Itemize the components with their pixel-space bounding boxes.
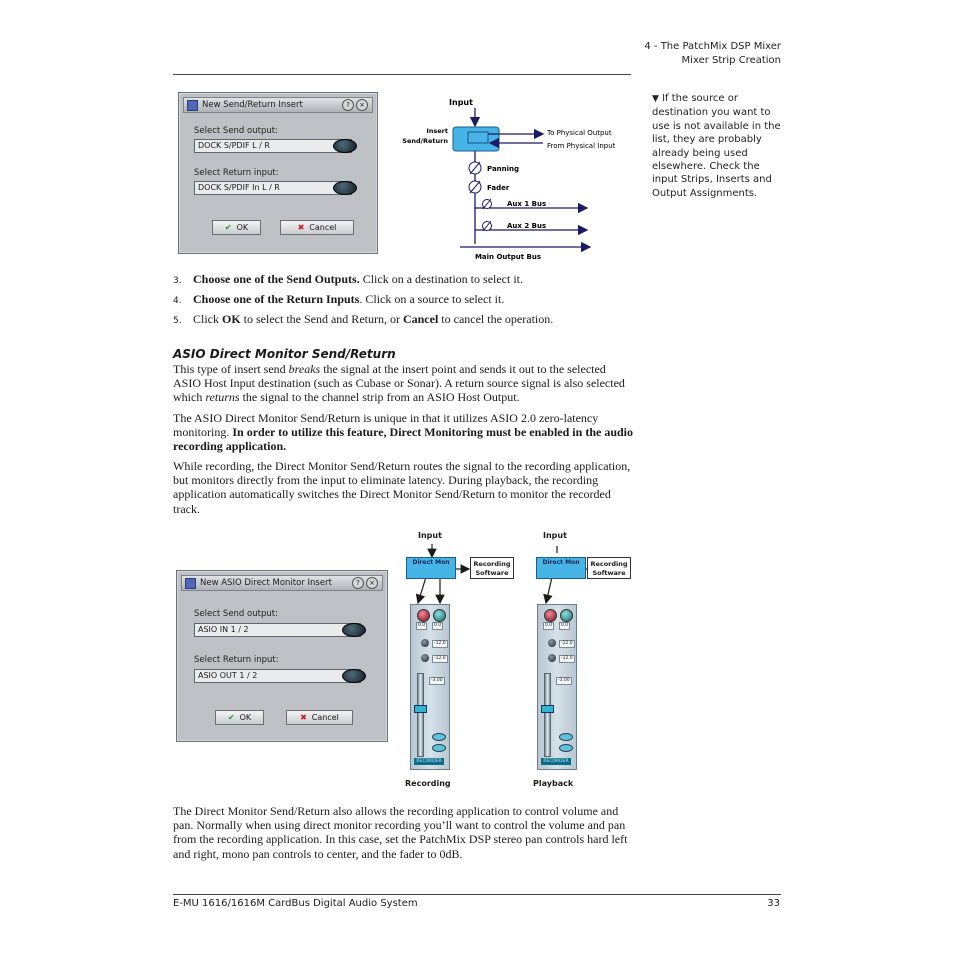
pan-value: 0.0 xyxy=(434,623,442,628)
step-number: 4. xyxy=(173,296,182,306)
cancel-button[interactable] xyxy=(280,220,354,235)
rs-line1: Recording xyxy=(473,560,511,568)
pan-knob-icon[interactable] xyxy=(560,609,573,622)
step-4 xyxy=(173,292,504,309)
triangle-marker-icon: ▼ xyxy=(652,94,659,104)
ok-button[interactable] xyxy=(215,710,264,725)
aux2-value: -12.0 xyxy=(561,656,573,661)
dialog-title: New Send/Return Insert xyxy=(202,100,303,110)
close-icon[interactable]: × xyxy=(366,577,378,589)
pan-knob-icon[interactable] xyxy=(433,609,446,622)
paragraph-1 xyxy=(173,362,633,405)
section-title: Mixer Strip Creation xyxy=(681,55,781,66)
italic-returns: returns xyxy=(205,390,240,405)
send-output-value: DOCK S/PDIF L / R xyxy=(198,141,270,150)
to-physical-output-label: To Physical Output xyxy=(547,129,612,137)
strip-name: RECORDER xyxy=(414,758,444,765)
playback-input-label: Input xyxy=(543,531,567,540)
send-return-label: Send/Return xyxy=(402,137,448,145)
recording-input-label: Input xyxy=(418,531,442,540)
playback-caption: Playback xyxy=(533,779,574,788)
text-run: the signal at the insert point and sends it out to the selected ASIO Host Input destination (such as Cubase or Sonar). A return source signal is also selected which xyxy=(173,362,625,405)
playback-mixer-strip xyxy=(537,604,577,770)
send-output-label: Select Send output: xyxy=(194,126,278,136)
send-output-label: Select Send output: xyxy=(194,609,278,619)
gain-knob-icon[interactable] xyxy=(544,609,557,622)
send-output-value: ASIO IN 1 / 2 xyxy=(198,625,249,634)
step-number: 5. xyxy=(173,316,182,326)
aux2-bus-label: Aux 2 Bus xyxy=(507,222,547,230)
step-bold: Choose one of the Send Outputs. xyxy=(193,272,360,286)
return-input-value: ASIO OUT 1 / 2 xyxy=(198,671,258,680)
fader-handle[interactable] xyxy=(414,705,427,713)
send-output-select[interactable] xyxy=(194,623,361,637)
text-run: the signal to the channel strip from an ASIO Host Output. xyxy=(239,390,520,405)
recording-caption: Recording xyxy=(405,779,451,788)
dropdown-knob-icon[interactable] xyxy=(333,139,357,153)
recording-direct-mon-block xyxy=(406,557,456,579)
rs-line1: Recording xyxy=(590,560,628,568)
aux2-knob-icon[interactable] xyxy=(548,654,556,662)
gain-knob-icon[interactable] xyxy=(417,609,430,622)
step-text: Click on a destination to select it. xyxy=(359,272,524,286)
dialog-titlebar xyxy=(183,97,373,113)
send-output-select[interactable] xyxy=(194,139,352,153)
close-icon[interactable]: × xyxy=(356,99,368,111)
mute-button[interactable] xyxy=(432,733,446,741)
checkmark-icon: ✔ xyxy=(227,713,235,722)
x-icon: ✖ xyxy=(297,223,305,232)
italic-breaks: breaks xyxy=(288,362,321,376)
fader-value: -3.00 xyxy=(431,678,443,683)
text-run: This type of insert send xyxy=(173,362,289,376)
gain-value: 0.0 xyxy=(418,623,426,628)
footer-rule xyxy=(173,894,781,895)
paragraph-2 xyxy=(173,411,633,454)
aux2-knob-icon[interactable] xyxy=(421,654,429,662)
x-icon: ✖ xyxy=(300,713,307,722)
fader-handle[interactable] xyxy=(541,705,554,713)
return-input-select[interactable] xyxy=(194,669,361,683)
strip-name: RECORDER xyxy=(541,758,571,765)
aux1-bus-label: Aux 1 Bus xyxy=(507,200,547,208)
cancel-button[interactable] xyxy=(286,710,353,725)
dropdown-knob-icon[interactable] xyxy=(342,669,366,683)
dropdown-knob-icon[interactable] xyxy=(333,181,357,195)
paragraph-3: While recording, the Direct Monitor Send/Return routes the signal to the recording application, but monitors directly from the input to eliminate latency. During playback, the recording application automatically switches the Direct Monitor Send/Return to monitor the recorded track. xyxy=(173,459,631,516)
playback-software-box xyxy=(587,557,631,579)
dialog-titlebar xyxy=(181,575,383,591)
text-run: The ASIO Direct Monitor Send/Return is unique in that it utilizes ASIO 2.0 zero-latency monitoring. xyxy=(173,411,599,440)
fader-track[interactable] xyxy=(544,673,551,757)
recording-software-box xyxy=(470,557,514,579)
running-header xyxy=(644,40,781,68)
ok-label: OK xyxy=(236,223,249,232)
insert-signal-flow-diagram xyxy=(390,92,635,264)
mute-button[interactable] xyxy=(559,733,573,741)
gain-value: 0.0 xyxy=(545,623,553,628)
fader-track[interactable] xyxy=(417,673,424,757)
panning-label: Panning xyxy=(487,165,520,173)
insert-block xyxy=(453,127,499,151)
rs-line2: Software xyxy=(592,569,626,577)
window-menu-icon[interactable] xyxy=(187,100,198,111)
help-icon[interactable]: ? xyxy=(352,577,364,589)
step-bold: Choose one of the Return Inputs xyxy=(193,292,360,306)
direct-mon-label: Direct Mon xyxy=(412,559,450,566)
main-output-bus-label: Main Output Bus xyxy=(474,253,542,261)
aux1-value: -12.0 xyxy=(561,641,573,646)
direct-mon-label: Direct Mon xyxy=(542,559,580,566)
from-physical-input-label: From Physical Input xyxy=(547,142,616,150)
return-input-value: DOCK S/PDIF In L / R xyxy=(198,183,280,192)
dialog-title: New ASIO Direct Monitor Insert xyxy=(200,578,332,588)
aux1-knob-icon[interactable] xyxy=(548,639,556,647)
step-text: Click xyxy=(193,312,222,326)
send-return-dialog xyxy=(178,92,378,254)
fader-label: Fader xyxy=(487,184,510,192)
sidebar-note xyxy=(652,92,782,200)
playback-direct-mon-block xyxy=(536,557,586,579)
insert-label: Insert xyxy=(426,127,448,135)
section-heading: ASIO Direct Monitor Send/Return xyxy=(173,347,396,361)
return-input-select[interactable] xyxy=(194,181,352,195)
aux1-value: -12.0 xyxy=(434,641,446,646)
window-menu-icon[interactable] xyxy=(185,578,196,589)
pan-value: 0.0 xyxy=(561,623,569,628)
return-input-label: Select Return input: xyxy=(194,655,279,665)
solo-button[interactable] xyxy=(432,744,446,752)
footer-title: E-MU 1616/1616M CardBus Digital Audio System xyxy=(173,898,418,909)
cancel-term: Cancel xyxy=(402,312,439,326)
step-text: to cancel the operation. xyxy=(438,312,554,326)
paragraph-4: The Direct Monitor Send/Return also allows the recording application to control volume and pan. Normally when using direct monitor recording you’ll want to control the volume and pan from the recording application. In this case, set the PatchMix DSP stereo pan controls hard left and right, mono pan controls to center, and the fader to 0dB. xyxy=(173,804,628,861)
rs-line2: Software xyxy=(475,569,509,577)
solo-button[interactable] xyxy=(559,744,573,752)
cancel-label: Cancel xyxy=(309,223,337,232)
chapter-title: 4 - The PatchMix DSP Mixer xyxy=(644,41,781,52)
step-number: 3. xyxy=(173,276,182,286)
cancel-label: Cancel xyxy=(311,713,339,722)
page-number: 33 xyxy=(767,898,780,909)
step-text: to select the Send and Return, or xyxy=(240,312,403,326)
help-icon[interactable]: ? xyxy=(342,99,354,111)
bold-requirement: In order to utilize this feature, Direct Monitoring must be enabled in the audio recording application. xyxy=(173,425,633,454)
ok-term: OK xyxy=(222,312,241,326)
asio-direct-monitor-dialog xyxy=(176,570,388,742)
step-text: . Click on a source to select it. xyxy=(359,292,505,306)
aux2-value: -12.0 xyxy=(434,656,446,661)
input-label: Input xyxy=(449,98,473,107)
recording-mixer-strip xyxy=(410,604,450,770)
dropdown-knob-icon[interactable] xyxy=(342,623,366,637)
pb-to-strip-arrow xyxy=(546,577,552,603)
ok-label: OK xyxy=(239,713,252,722)
return-input-label: Select Return input: xyxy=(194,168,279,178)
aux1-knob-icon[interactable] xyxy=(421,639,429,647)
fader-value: -3.00 xyxy=(558,678,570,683)
rec-to-strip-arrow xyxy=(418,577,426,603)
header-rule xyxy=(173,74,631,75)
checkmark-icon: ✔ xyxy=(224,223,232,232)
step-3 xyxy=(173,272,523,289)
ok-button[interactable] xyxy=(212,220,261,235)
sidebar-note-text: If the source or destination you want to use is not available in the list, they are probably already being used elsewhere. Check the input Strips, Inserts and Output Assignments. xyxy=(652,93,781,199)
step-5 xyxy=(173,312,553,329)
